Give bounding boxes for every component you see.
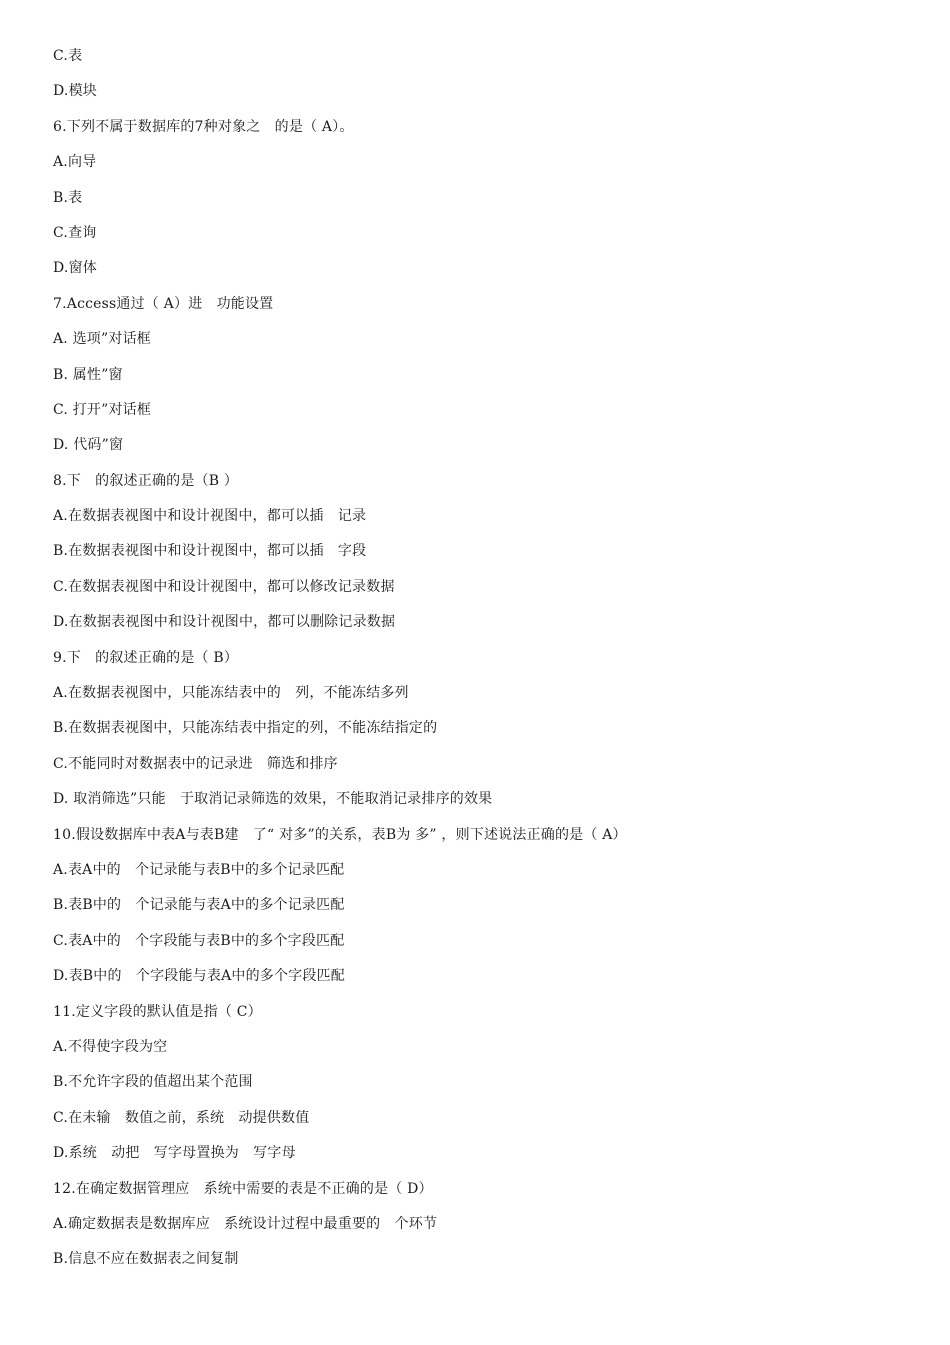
option-line: C.查询 (53, 224, 97, 241)
question-list (53, 46, 627, 1285)
option-line: D.表B中的 个字段能与表A中的多个字段匹配 (53, 968, 345, 985)
option-line: C. 打开”对话框 (53, 401, 152, 418)
question-line: 10.假设数据库中表A与表B建 了“ 对多”的关系，表B为 多” ，则下述说法正确的是（ A） (53, 826, 627, 843)
question-line: 9.下 的叙述正确的是（ B） (53, 649, 239, 666)
question-line: 7.Access通过（ A）进 功能设置 (53, 295, 274, 312)
option-line: C.在数据表视图中和设计视图中，都可以修改记录数据 (53, 578, 395, 595)
option-line: C.在未输 数值之前，系统 动提供数值 (53, 1109, 310, 1126)
option-line: C.不能同时对数据表中的记录进 筛选和排序 (53, 755, 338, 772)
option-line: D.在数据表视图中和设计视图中，都可以删除记录数据 (53, 614, 396, 631)
option-line: A.不得使字段为空 (53, 1038, 168, 1055)
option-line: A.确定数据表是数据库应 系统设计过程中最重要的 个环节 (53, 1215, 438, 1232)
option-line: A.表A中的 个记录能与表B中的多个记录匹配 (53, 861, 345, 878)
question-line: 6.下列不属于数据库的7种对象之 的是（ A）。 (53, 118, 354, 135)
question-line: 8.下 的叙述正确的是（B ） (53, 472, 239, 489)
option-line: A.在数据表视图中，只能冻结表中的 列，不能冻结多列 (53, 685, 409, 702)
option-line: B.表B中的 个记录能与表A中的多个记录匹配 (53, 897, 345, 914)
question-line: 11.定义字段的默认值是指（ C） (53, 1003, 262, 1020)
question-line: 12.在确定数据管理应 系统中需要的表是不正确的是（ D） (53, 1180, 433, 1197)
option-line: A.向导 (53, 154, 97, 171)
option-line: C.表A中的 个字段能与表B中的多个字段匹配 (53, 932, 345, 949)
option-line: B.信息不应在数据表之间复制 (53, 1251, 239, 1268)
option-line: D. 代码”窗 (53, 437, 124, 454)
text-line: C.表 (53, 48, 83, 64)
option-line: B.在数据表视图中，只能冻结表中指定的列，不能冻结指定的 (53, 720, 438, 737)
option-line: D. 取消筛选”只能 于取消记录筛选的效果，不能取消记录排序的效果 (53, 791, 493, 808)
option-line: D.系统 动把 写字母置换为 写字母 (53, 1145, 296, 1162)
option-line: D.窗体 (53, 260, 97, 277)
text-line: D.模块 (53, 83, 97, 100)
option-line: A.在数据表视图中和设计视图中，都可以插 记录 (53, 508, 367, 525)
option-line: B.表 (53, 189, 83, 206)
option-line: B. 属性”窗 (53, 366, 123, 383)
option-line: B.在数据表视图中和设计视图中，都可以插 字段 (53, 543, 367, 560)
option-line: B.不允许字段的值超出某个范围 (53, 1074, 253, 1091)
option-line: A. 选项”对话框 (53, 331, 151, 348)
